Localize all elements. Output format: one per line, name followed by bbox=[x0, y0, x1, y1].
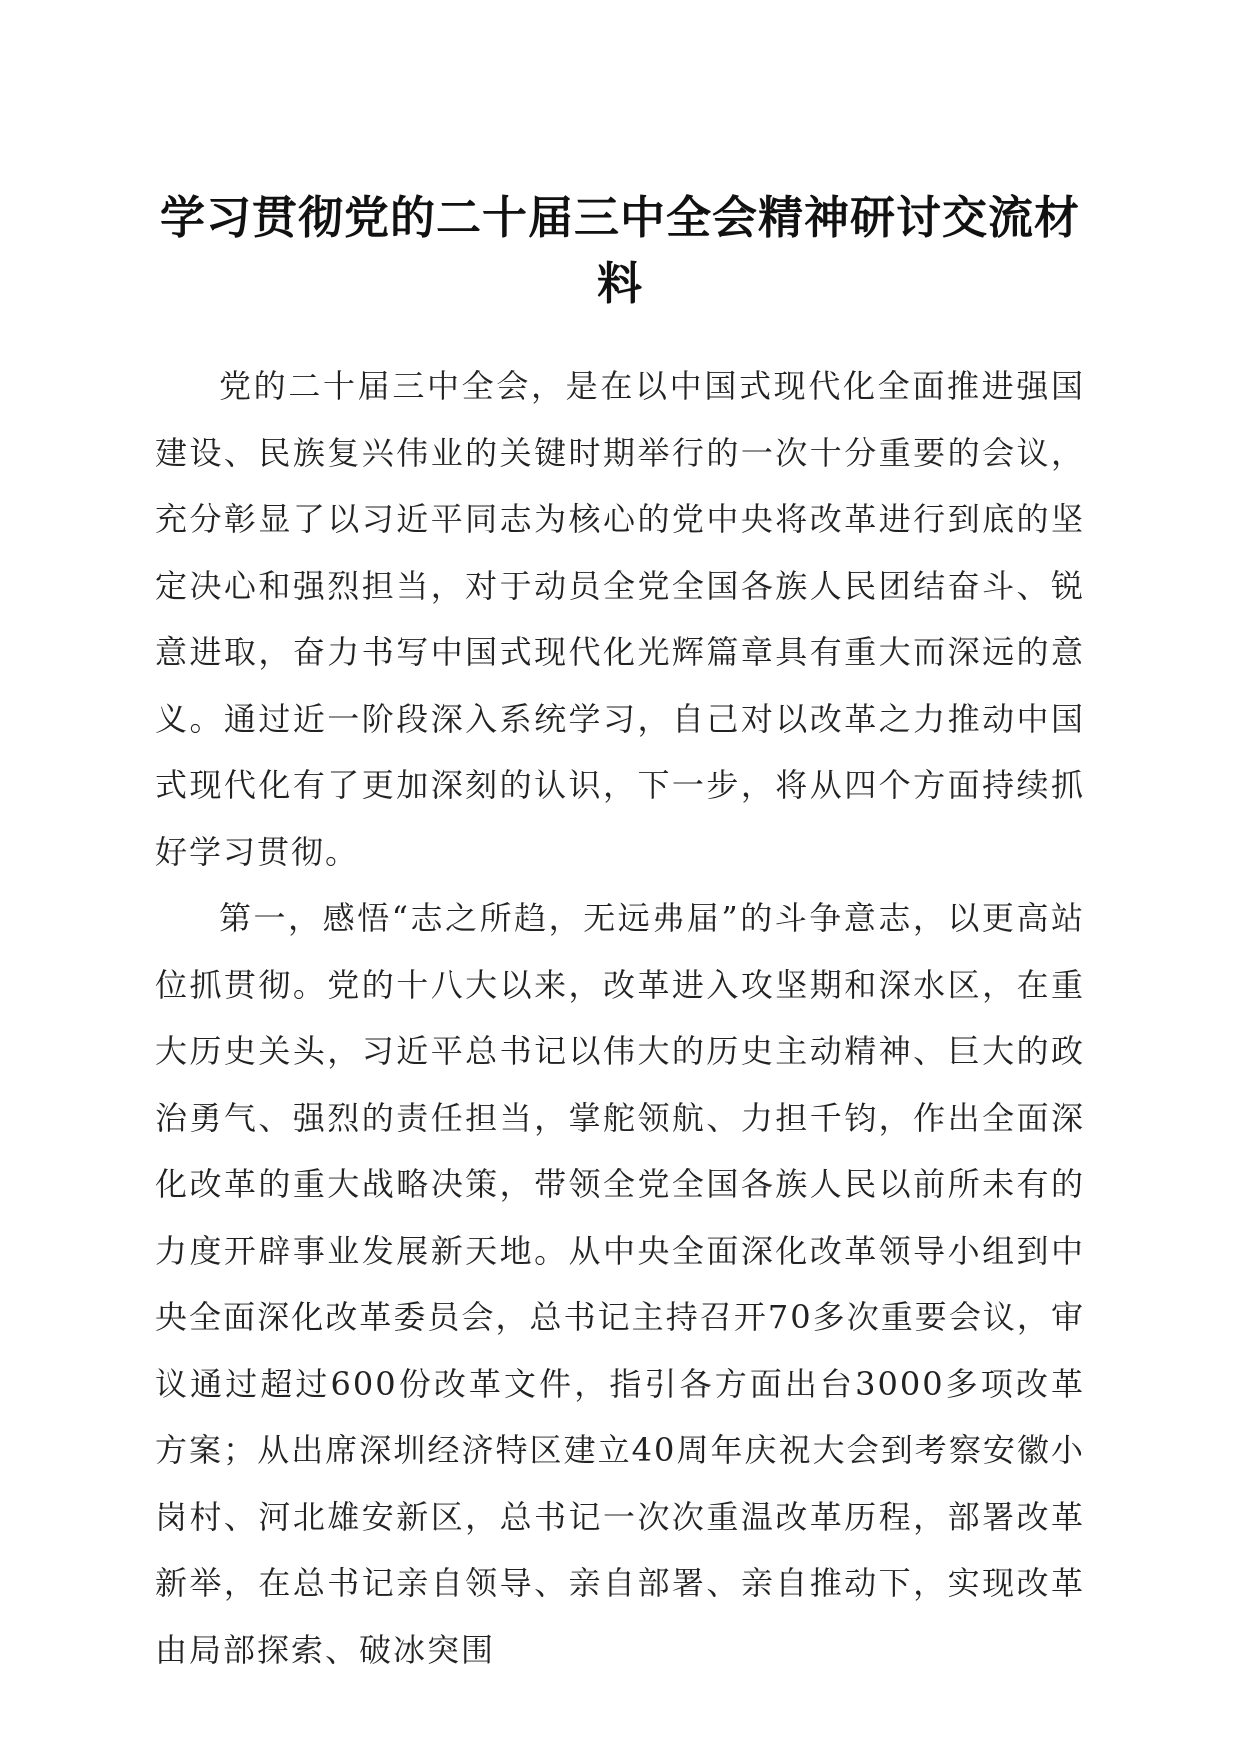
paragraph-intro: 党的二十届三中全会，是在以中国式现代化全面推进强国建设、民族复兴伟业的关键时期举行的一次十分重要的会议，充分彰显了以习近平同志为核心的党中央将改革进行到底的坚定决心和强烈担当，对于动员全党全国各族人民团结奋斗、锐意进取，奋力书写中国式现代化光辉篇章具有重大而深远的意义。通过近一阶段深入系统学习，自己对以改革之力推动中国式现代化有了更加深刻的认识，下一步，将从四个方面持续抓好学习贯彻。 bbox=[155, 367, 1085, 871]
document-title: 学习贯彻党的二十届三中全会精神研讨交流材料 bbox=[159, 191, 1080, 310]
document-body bbox=[155, 353, 1085, 1683]
paragraph-first-point: 第一，感悟“志之所趋，无远弗届”的斗争意志，以更高站位抓贯彻。党的十八大以来，改革进入攻坚期和深水区，在重大历史关头，习近平总书记以伟大的历史主动精神、巨大的政治勇气、强烈的责任担当，掌舵领航、力担千钧，作出全面深化改革的重大战略决策，带领全党全国各族人民以前所未有的力度开辟事业发展新天地。从中央全面深化改革领导小组到中央全面深化改革委员会，总书记主持召开70多次重要会议，审议通过超过600份改革文件，指引各方面出台3000多项改革方案；从出席深圳经济特区建立40周年庆祝大会到考察安徽小岗村、河北雄安新区，总书记一次次重温改革历程，部署改革新举，在总书记亲自领导、亲自部署、亲自推动下，实现改革由局部探索、破冰突围 bbox=[155, 899, 1085, 1669]
